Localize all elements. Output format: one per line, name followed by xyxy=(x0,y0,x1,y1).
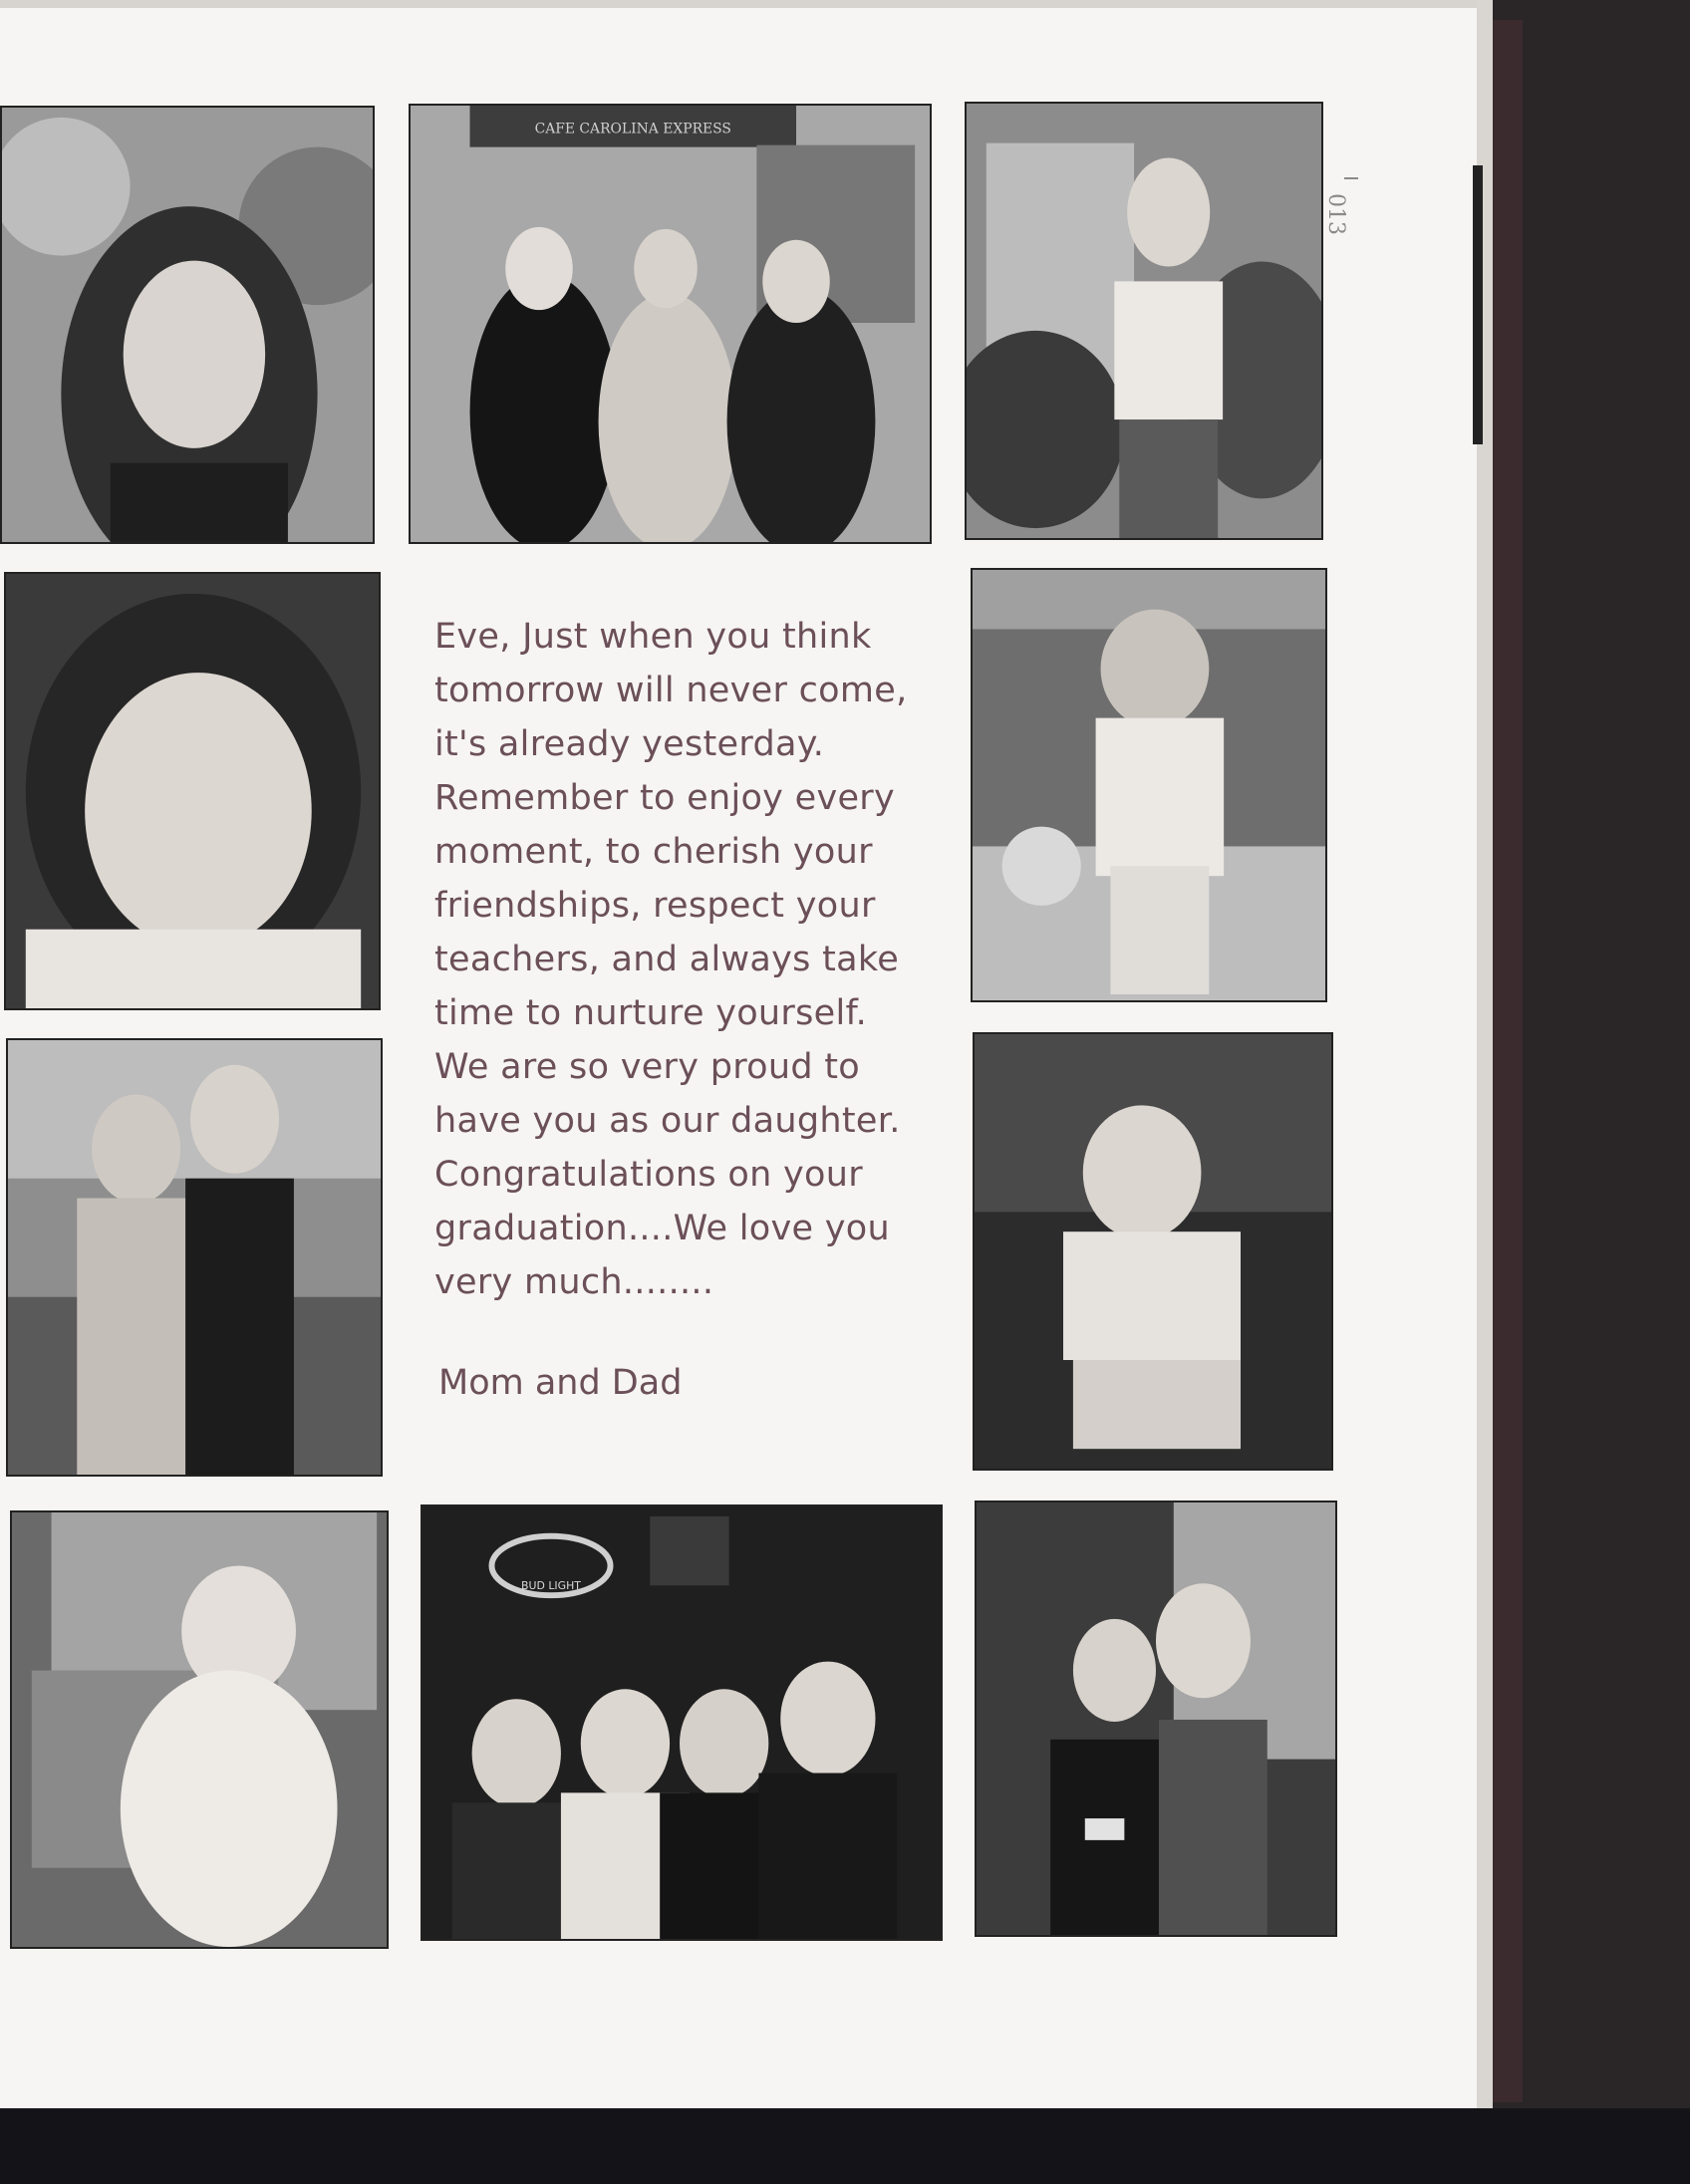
photo-toddler-kneeling xyxy=(973,1032,1333,1471)
photo-toddler-brick-wall xyxy=(971,568,1327,1002)
message-signoff: Mom and Dad xyxy=(438,1363,683,1403)
message-line: Congratulations on your xyxy=(434,1155,863,1195)
parent-message xyxy=(434,610,953,1309)
page-tab-strip xyxy=(1473,165,1483,444)
photo-teen-with-beads xyxy=(965,102,1323,540)
photo-portrait-teen xyxy=(0,106,375,544)
message-line: moment, to cherish your xyxy=(434,832,873,872)
photo-four-friends-bar xyxy=(421,1504,943,1941)
message-line: Eve, Just when you think xyxy=(434,617,872,657)
photo-baby-with-bow xyxy=(10,1510,389,1949)
message-line: time to nurture yourself. xyxy=(434,993,867,1033)
message-line: friendships, respect your xyxy=(434,886,876,926)
photo-family-cafe xyxy=(409,104,932,544)
message-line: it's already yesterday. xyxy=(434,724,825,764)
photo-mother-daughter-balcony xyxy=(6,1038,383,1477)
neon-sign-text: BUD LIGHT xyxy=(521,1579,581,1593)
message-line: teachers, and always take xyxy=(434,940,900,979)
folio-divider xyxy=(1344,177,1358,179)
scan-bottom-band xyxy=(0,2108,1690,2184)
message-line: very much........ xyxy=(434,1262,714,1302)
message-line: have you as our daughter. xyxy=(434,1101,901,1141)
cover-inner-edge xyxy=(1493,20,1523,2102)
photo-girl-closeup xyxy=(4,572,381,1010)
photo-two-friends-dresses xyxy=(975,1501,1337,1937)
message-line: Remember to enjoy every xyxy=(434,778,896,818)
page-top-shadow xyxy=(0,0,1477,8)
message-line: tomorrow will never come, xyxy=(434,671,908,710)
page-number: 013 xyxy=(1323,193,1348,235)
cafe-sign-text: CAFE CAROLINA EXPRESS xyxy=(534,121,731,137)
page-folio xyxy=(1323,100,1380,299)
message-line: graduation....We love you xyxy=(434,1209,890,1248)
message-line: We are so very proud to xyxy=(434,1047,861,1087)
